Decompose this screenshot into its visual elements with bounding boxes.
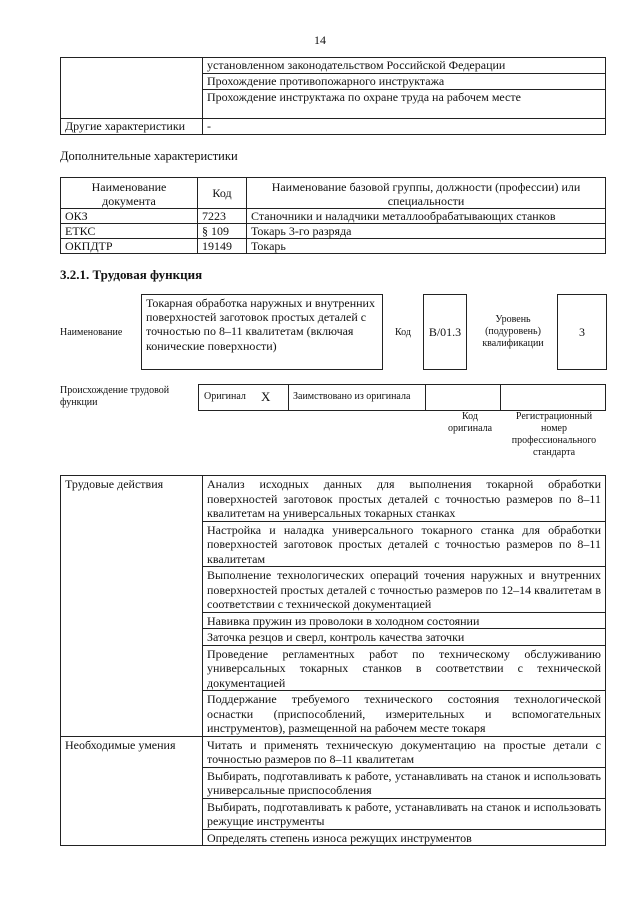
table-row: [61, 224, 606, 239]
table-cell: Токарь: [247, 239, 606, 254]
page-number: 14: [314, 33, 326, 47]
additional-table: [60, 177, 606, 254]
table-row: [61, 209, 606, 224]
table-cell: Проведение регламентных работ по техническому обслуживанию универсальных токарных станков в соответствии с технической документацией: [203, 645, 606, 691]
table-row: [61, 74, 606, 90]
reg-number-label: Регистрационный номер профессионального стандарта: [511, 411, 597, 458]
table-row: [61, 476, 606, 522]
table-cell: Прохождение противопожарного инструктажа: [203, 74, 606, 90]
table-cell: ОКЗ: [61, 209, 198, 224]
table-cell: [61, 74, 203, 90]
original-label: Оригинал: [204, 391, 246, 402]
additional-heading: Дополнительные характеристики: [60, 149, 238, 163]
original-mark: X: [261, 389, 271, 404]
function-name-box: [141, 294, 383, 370]
table-cell: Прохождение инструктажа по охране труда на рабочем месте: [203, 90, 606, 119]
name-label: Наименование: [60, 327, 123, 338]
code-original-label: Код оригинала: [447, 411, 493, 434]
table-cell: Выбирать, подготавливать к работе, устанавливать на станок и использовать режущие инструменты: [203, 798, 606, 829]
table-row: [61, 736, 606, 767]
section-title: 3.2.1. Трудовая функция: [60, 267, 203, 282]
function-name-text: Токарная обработка наружных и внутренних поверхностей заготовок простых деталей с точностью по 8–11 квалитетам (включая конические поверхности): [146, 296, 375, 353]
table-cell: -: [203, 118, 606, 134]
table-row: [61, 58, 606, 74]
header-cell: Наименование базовой группы, должности (профессии) или специальности: [247, 178, 606, 209]
table-cell: Заточка резцов и сверл, контроль качества заточки: [203, 629, 606, 646]
table-header-row: [61, 178, 606, 209]
table-row: [61, 90, 606, 119]
section-label: Трудовые действия: [61, 476, 203, 737]
level-value: 3: [579, 325, 585, 339]
table-cell: Выполнение технологических операций точения наружных и внутренних поверхностей простых деталей с точностью размеров по 12–14 квалитетам в соответствии с технической документацией: [203, 567, 606, 613]
table-cell: Читать и применять техническую документацию на простые детали с точностью размеров по 8–11 квалитетам: [203, 736, 606, 767]
table-cell: [61, 90, 203, 119]
table-cell: [61, 58, 203, 74]
table-cell: 19149: [198, 239, 247, 254]
header-cell: Код: [198, 178, 247, 209]
table-cell: Другие характеристики: [61, 118, 203, 134]
table-cell: Станочники и наладчики металлообрабатывающих станков: [247, 209, 606, 224]
origin-label: Происхождение трудовой функции: [60, 385, 170, 408]
table-cell: § 109: [198, 224, 247, 239]
level-box: [557, 294, 607, 370]
table-cell: Анализ исходных данных для выполнения токарной обработки поверхностей заготовок простых деталей с точностью размеров по 8–11 квалитетам на универсальных токарных станках: [203, 476, 606, 522]
header-cell: Наименование документа: [61, 178, 198, 209]
table-cell: Поддержание требуемого технического состояния технологической оснастки (приспособлений, измерительных и вспомогательных инструментов), размещенной на рабочем месте токаря: [203, 691, 606, 737]
section-label: Необходимые умения: [61, 736, 203, 846]
origin-grid: [198, 384, 606, 411]
code-value: B/01.3: [428, 325, 462, 339]
level-label: Уровень (подуровень) квалификации: [482, 314, 544, 349]
table-cell: ОКПДТР: [61, 239, 198, 254]
table-cell: 7223: [198, 209, 247, 224]
borrowed-label: Заимствовано из оригинала: [293, 391, 411, 402]
table-cell: Определять степень износа режущих инструментов: [203, 829, 606, 846]
table-cell: Настройка и наладка универсального токарного станка для обработки поверхностей заготовок простых деталей с точностью размеров по 8–11 квалитетам: [203, 521, 606, 567]
table-cell: установленном законодательством Российской Федерации: [203, 58, 606, 74]
table-cell: Выбирать, подготавливать к работе, устанавливать на станок и использовать универсальные приспособления: [203, 767, 606, 798]
top-characteristics-table: [60, 57, 606, 135]
table-cell: ЕТКС: [61, 224, 198, 239]
code-label: Код: [395, 327, 411, 338]
code-box: [423, 294, 467, 370]
main-table: [60, 475, 606, 846]
table-row: [61, 118, 606, 134]
table-cell: Токарь 3-го разряда: [247, 224, 606, 239]
table-row: [61, 239, 606, 254]
table-cell: Навивка пружин из проволоки в холодном состоянии: [203, 612, 606, 629]
